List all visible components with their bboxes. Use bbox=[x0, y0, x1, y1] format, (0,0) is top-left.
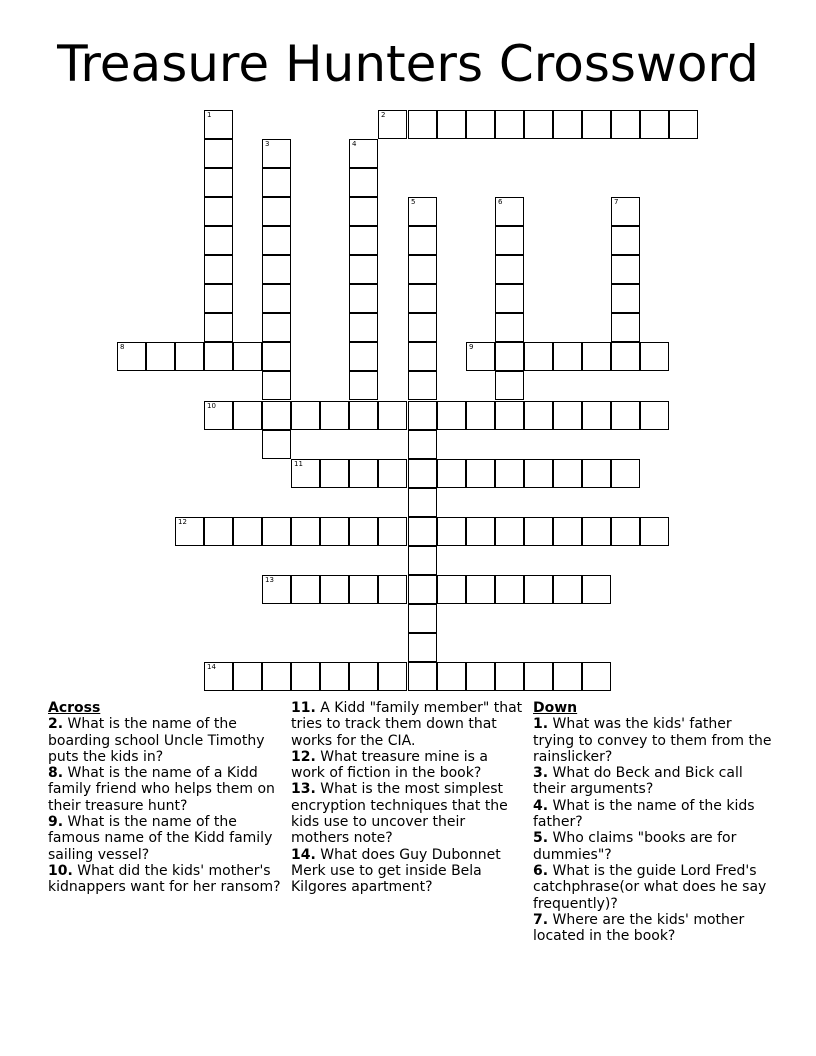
down-clue bbox=[533, 863, 773, 912]
grid-cell[interactable] bbox=[408, 401, 437, 430]
grid-cell[interactable] bbox=[349, 517, 378, 546]
grid-cell[interactable] bbox=[262, 139, 291, 168]
grid-cell[interactable] bbox=[524, 575, 553, 604]
clue-text: Where are the kids' mother located in the book? bbox=[533, 911, 745, 945]
across-clue bbox=[291, 749, 523, 782]
grid-cell[interactable] bbox=[495, 459, 524, 488]
grid-cell[interactable] bbox=[204, 255, 233, 284]
grid-cell[interactable] bbox=[408, 662, 437, 691]
grid-cell[interactable] bbox=[378, 575, 407, 604]
grid-cell[interactable] bbox=[291, 662, 320, 691]
grid-cell[interactable] bbox=[524, 110, 553, 139]
across-heading: Across bbox=[48, 700, 101, 716]
grid-cell[interactable] bbox=[175, 517, 204, 546]
across-clue bbox=[48, 765, 286, 814]
grid-cell[interactable] bbox=[204, 110, 233, 139]
grid-cell[interactable] bbox=[553, 459, 582, 488]
page-title: Treasure Hunters Crossword bbox=[57, 35, 759, 93]
cell-number: 14 bbox=[207, 663, 216, 671]
grid-cell[interactable] bbox=[466, 342, 495, 371]
grid-cell[interactable] bbox=[378, 110, 407, 139]
clue-number: 2. bbox=[48, 716, 64, 733]
grid-cell[interactable] bbox=[204, 284, 233, 313]
grid-cell[interactable] bbox=[553, 575, 582, 604]
grid-cell[interactable] bbox=[204, 168, 233, 197]
grid-cell[interactable] bbox=[582, 342, 611, 371]
cell-number: 12 bbox=[178, 518, 187, 526]
cell-number: 7 bbox=[614, 198, 619, 206]
grid-cell[interactable] bbox=[466, 662, 495, 691]
cell-number: 1 bbox=[207, 111, 212, 119]
grid-cell[interactable] bbox=[378, 401, 407, 430]
clue-number: 7. bbox=[533, 911, 549, 928]
grid-cell[interactable] bbox=[349, 197, 378, 226]
grid-cell[interactable] bbox=[349, 226, 378, 255]
grid-cell[interactable] bbox=[495, 401, 524, 430]
grid-cell[interactable] bbox=[408, 488, 437, 517]
grid-cell[interactable] bbox=[262, 401, 291, 430]
grid-cell[interactable] bbox=[233, 662, 262, 691]
grid-cell[interactable] bbox=[262, 575, 291, 604]
clue-text: What is the name of the kids father? bbox=[533, 797, 755, 831]
grid-cell[interactable] bbox=[582, 459, 611, 488]
grid-cell[interactable] bbox=[320, 401, 349, 430]
clue-text: Who claims "books are for dummies"? bbox=[533, 830, 737, 863]
grid-cell[interactable] bbox=[640, 401, 669, 430]
across-clues-continued bbox=[291, 700, 523, 896]
down-clue bbox=[533, 716, 773, 765]
grid-cell[interactable] bbox=[204, 313, 233, 342]
grid-cell[interactable] bbox=[233, 342, 262, 371]
grid-cell[interactable] bbox=[495, 284, 524, 313]
grid-cell[interactable] bbox=[349, 168, 378, 197]
clue-text: What is the name of the boarding school Uncle Timothy puts the kids in? bbox=[48, 716, 265, 765]
grid-cell[interactable] bbox=[582, 110, 611, 139]
grid-cell[interactable] bbox=[408, 633, 437, 662]
grid-cell[interactable] bbox=[582, 517, 611, 546]
clue-text: What is the guide Lord Fred's catchphrase(or what does he say frequently)? bbox=[533, 862, 767, 912]
grid-cell[interactable] bbox=[524, 517, 553, 546]
cell-number: 11 bbox=[294, 460, 303, 468]
grid-cell[interactable] bbox=[495, 313, 524, 342]
cell-number: 13 bbox=[265, 576, 274, 584]
grid-cell[interactable] bbox=[349, 371, 378, 400]
down-clue bbox=[533, 798, 773, 831]
cell-number: 8 bbox=[120, 343, 125, 351]
grid-cell[interactable] bbox=[349, 139, 378, 168]
clue-text: What do Beck and Bick call their arguments? bbox=[533, 765, 743, 798]
down-clue bbox=[533, 830, 773, 863]
grid-cell[interactable] bbox=[320, 459, 349, 488]
clue-text: A Kidd "family member" that tries to track them down that works for the CIA. bbox=[291, 700, 523, 749]
grid-cell[interactable] bbox=[437, 401, 466, 430]
grid-cell[interactable] bbox=[262, 255, 291, 284]
grid-cell[interactable] bbox=[262, 517, 291, 546]
grid-cell[interactable] bbox=[262, 662, 291, 691]
grid-cell[interactable] bbox=[204, 342, 233, 371]
grid-cell[interactable] bbox=[204, 226, 233, 255]
down-clue bbox=[533, 765, 773, 798]
grid-cell[interactable] bbox=[320, 517, 349, 546]
grid-cell[interactable] bbox=[553, 662, 582, 691]
grid-cell[interactable] bbox=[611, 459, 640, 488]
grid-cell[interactable] bbox=[437, 662, 466, 691]
grid-cell[interactable] bbox=[611, 517, 640, 546]
grid-cell[interactable] bbox=[233, 517, 262, 546]
grid-cell[interactable] bbox=[408, 604, 437, 633]
grid-cell[interactable] bbox=[320, 575, 349, 604]
grid-cell[interactable] bbox=[291, 401, 320, 430]
grid-cell[interactable] bbox=[291, 517, 320, 546]
grid-cell[interactable] bbox=[553, 517, 582, 546]
grid-cell[interactable] bbox=[204, 662, 233, 691]
grid-cell[interactable] bbox=[611, 401, 640, 430]
grid-cell[interactable] bbox=[611, 313, 640, 342]
cell-number: 9 bbox=[469, 343, 474, 351]
clue-number: 8. bbox=[48, 765, 64, 782]
down-heading: Down bbox=[533, 700, 578, 716]
clue-number: 1. bbox=[533, 716, 549, 733]
clue-text: What is the name of a Kidd family friend who helps them on their treasure hunt? bbox=[48, 765, 275, 814]
grid-cell[interactable] bbox=[408, 342, 437, 371]
clue-text: What was the kids' father trying to convey to them from the rainslicker? bbox=[533, 716, 772, 765]
grid-cell[interactable] bbox=[262, 226, 291, 255]
grid-cell[interactable] bbox=[117, 342, 146, 371]
grid-cell[interactable] bbox=[378, 662, 407, 691]
grid-cell[interactable] bbox=[495, 371, 524, 400]
grid-cell[interactable] bbox=[437, 517, 466, 546]
grid-cell[interactable] bbox=[408, 430, 437, 459]
grid-cell[interactable] bbox=[146, 342, 175, 371]
grid-cell[interactable] bbox=[640, 342, 669, 371]
clue-number: 14. bbox=[291, 846, 316, 863]
grid-cell[interactable] bbox=[582, 401, 611, 430]
across-clue bbox=[291, 781, 523, 846]
grid-cell[interactable] bbox=[611, 342, 640, 371]
grid-cell[interactable] bbox=[378, 459, 407, 488]
clue-number: 9. bbox=[48, 814, 64, 831]
grid-cell[interactable] bbox=[466, 401, 495, 430]
clue-text: What is the name of the famous name of the Kidd family sailing vessel? bbox=[48, 814, 273, 863]
grid-cell[interactable] bbox=[495, 110, 524, 139]
down-clues bbox=[533, 700, 773, 944]
grid-cell[interactable] bbox=[349, 342, 378, 371]
across-clue bbox=[291, 847, 523, 896]
grid-cell[interactable] bbox=[349, 255, 378, 284]
grid-cell[interactable] bbox=[611, 255, 640, 284]
cell-number: 4 bbox=[352, 140, 357, 148]
across-clue bbox=[291, 700, 523, 749]
clue-number: 10. bbox=[48, 862, 73, 879]
grid-cell[interactable] bbox=[408, 575, 437, 604]
grid-cell[interactable] bbox=[582, 575, 611, 604]
grid-cell[interactable] bbox=[262, 371, 291, 400]
clue-text: What treasure mine is a work of fiction in the book? bbox=[291, 748, 488, 782]
grid-cell[interactable] bbox=[495, 226, 524, 255]
down-clue bbox=[533, 912, 773, 945]
grid-cell[interactable] bbox=[291, 575, 320, 604]
cell-number: 2 bbox=[381, 111, 386, 119]
clue-number: 6. bbox=[533, 862, 549, 879]
grid-cell[interactable] bbox=[262, 313, 291, 342]
clue-text: What did the kids' mother's kidnappers want for her ransom? bbox=[48, 862, 281, 896]
grid-cell[interactable] bbox=[495, 662, 524, 691]
grid-cell[interactable] bbox=[349, 662, 378, 691]
grid-cell[interactable] bbox=[611, 197, 640, 226]
grid-cell[interactable] bbox=[408, 313, 437, 342]
grid-cell[interactable] bbox=[437, 575, 466, 604]
grid-cell[interactable] bbox=[408, 197, 437, 226]
across-clue bbox=[48, 716, 286, 765]
grid-cell[interactable] bbox=[408, 226, 437, 255]
clue-text: What does Guy Dubonnet Merk use to get inside Bela Kilgores apartment? bbox=[291, 846, 501, 896]
grid-cell[interactable] bbox=[378, 517, 407, 546]
grid-cell[interactable] bbox=[262, 197, 291, 226]
grid-cell[interactable] bbox=[262, 168, 291, 197]
grid-cell[interactable] bbox=[408, 517, 437, 546]
grid-cell[interactable] bbox=[262, 342, 291, 371]
cell-number: 10 bbox=[207, 402, 216, 410]
grid-cell[interactable] bbox=[408, 546, 437, 575]
grid-cell[interactable] bbox=[349, 401, 378, 430]
across-clue bbox=[48, 814, 286, 863]
grid-cell[interactable] bbox=[466, 110, 495, 139]
grid-cell[interactable] bbox=[349, 313, 378, 342]
grid-cell[interactable] bbox=[408, 371, 437, 400]
grid-cell[interactable] bbox=[524, 662, 553, 691]
grid-cell[interactable] bbox=[408, 110, 437, 139]
cell-number: 6 bbox=[498, 198, 503, 206]
grid-cell[interactable] bbox=[408, 284, 437, 313]
grid-cell[interactable] bbox=[466, 459, 495, 488]
grid-cell[interactable] bbox=[495, 517, 524, 546]
grid-cell[interactable] bbox=[262, 284, 291, 313]
grid-cell[interactable] bbox=[175, 342, 204, 371]
grid-cell[interactable] bbox=[437, 110, 466, 139]
grid-cell[interactable] bbox=[204, 517, 233, 546]
grid-cell[interactable] bbox=[495, 575, 524, 604]
grid-cell[interactable] bbox=[495, 342, 524, 371]
grid-cell[interactable] bbox=[553, 110, 582, 139]
grid-cell[interactable] bbox=[437, 459, 466, 488]
grid-cell[interactable] bbox=[611, 110, 640, 139]
grid-cell[interactable] bbox=[524, 459, 553, 488]
grid-cell[interactable] bbox=[466, 517, 495, 546]
clue-number: 11. bbox=[291, 700, 316, 716]
grid-cell[interactable] bbox=[611, 284, 640, 313]
grid-cell[interactable] bbox=[349, 459, 378, 488]
clue-number: 4. bbox=[533, 797, 549, 814]
grid-cell[interactable] bbox=[495, 255, 524, 284]
grid-cell[interactable] bbox=[408, 255, 437, 284]
grid-cell[interactable] bbox=[262, 430, 291, 459]
across-clue bbox=[48, 863, 286, 896]
grid-cell[interactable] bbox=[408, 459, 437, 488]
clue-number: 12. bbox=[291, 748, 316, 765]
grid-cell[interactable] bbox=[524, 401, 553, 430]
grid-cell[interactable] bbox=[553, 342, 582, 371]
grid-cell[interactable] bbox=[640, 110, 669, 139]
clue-number: 13. bbox=[291, 781, 316, 798]
grid-cell[interactable] bbox=[349, 575, 378, 604]
grid-cell[interactable] bbox=[611, 226, 640, 255]
grid-cell[interactable] bbox=[233, 401, 262, 430]
grid-cell[interactable] bbox=[495, 197, 524, 226]
cell-number: 5 bbox=[411, 198, 416, 206]
grid-cell[interactable] bbox=[349, 284, 378, 313]
grid-cell[interactable] bbox=[524, 342, 553, 371]
grid-cell[interactable] bbox=[640, 517, 669, 546]
grid-cell[interactable] bbox=[204, 401, 233, 430]
grid-cell[interactable] bbox=[204, 197, 233, 226]
clue-number: 5. bbox=[533, 830, 549, 847]
grid-cell[interactable] bbox=[669, 110, 698, 139]
grid-cell[interactable] bbox=[320, 662, 349, 691]
grid-cell[interactable] bbox=[553, 401, 582, 430]
grid-cell[interactable] bbox=[466, 575, 495, 604]
clue-text: What is the most simplest encryption techniques that the kids use to uncover their mothers note? bbox=[291, 781, 508, 847]
cell-number: 3 bbox=[265, 140, 270, 148]
across-clues bbox=[48, 700, 286, 896]
grid-cell[interactable] bbox=[291, 459, 320, 488]
grid-cell[interactable] bbox=[582, 662, 611, 691]
grid-cell[interactable] bbox=[204, 139, 233, 168]
clue-number: 3. bbox=[533, 765, 549, 782]
